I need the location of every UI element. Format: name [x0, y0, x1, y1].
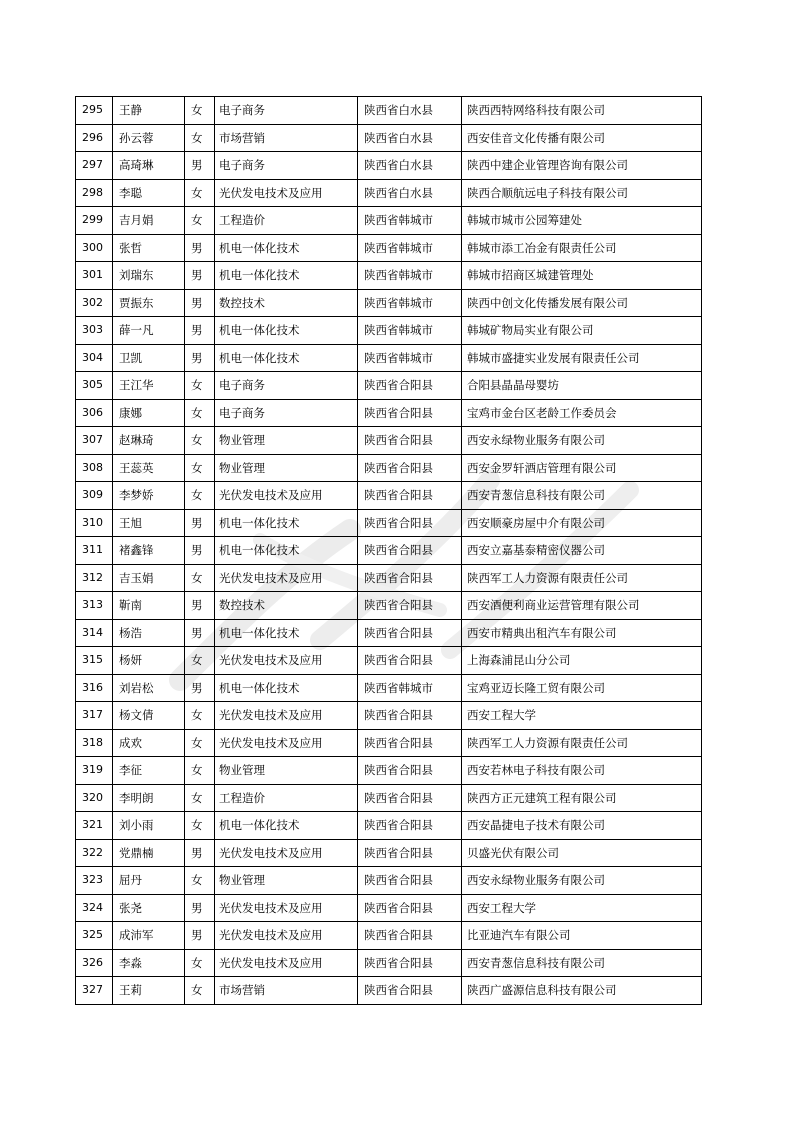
gender-cell: 女: [185, 482, 215, 510]
origin-cell: 陕西省韩城市: [358, 262, 462, 290]
row-number-cell: 303: [76, 317, 113, 345]
table-row: [76, 977, 702, 1005]
row-number-cell: 322: [76, 839, 113, 867]
employer-cell: 陕西广盛源信息科技有限公司: [462, 977, 702, 1005]
origin-cell: 陕西省合阳县: [358, 482, 462, 510]
name-cell: 王莉: [113, 977, 185, 1005]
row-number-cell: 296: [76, 124, 113, 152]
major-cell: 机电一体化技术: [215, 262, 358, 290]
major-cell: 电子商务: [215, 97, 358, 125]
row-number-cell: 323: [76, 867, 113, 895]
origin-cell: 陕西省合阳县: [358, 757, 462, 785]
name-cell: 吉玉娟: [113, 564, 185, 592]
gender-cell: 男: [185, 509, 215, 537]
origin-cell: 陕西省白水县: [358, 152, 462, 180]
employer-cell: 西安立嘉基泰精密仪器公司: [462, 537, 702, 565]
origin-cell: 陕西省合阳县: [358, 977, 462, 1005]
gender-cell: 男: [185, 317, 215, 345]
table-row: [76, 262, 702, 290]
gender-cell: 男: [185, 839, 215, 867]
gender-cell: 女: [185, 427, 215, 455]
table-row: [76, 344, 702, 372]
origin-cell: 陕西省合阳县: [358, 399, 462, 427]
name-cell: 靳南: [113, 592, 185, 620]
row-number-cell: 301: [76, 262, 113, 290]
row-number-cell: 299: [76, 207, 113, 235]
table-row: [76, 509, 702, 537]
row-number-cell: 306: [76, 399, 113, 427]
row-number-cell: 309: [76, 482, 113, 510]
row-number-cell: 315: [76, 647, 113, 675]
major-cell: 光伏发电技术及应用: [215, 894, 358, 922]
table-row: [76, 207, 702, 235]
gender-cell: 男: [185, 262, 215, 290]
major-cell: 市场营销: [215, 124, 358, 152]
origin-cell: 陕西省合阳县: [358, 537, 462, 565]
major-cell: 工程造价: [215, 207, 358, 235]
gender-cell: 女: [185, 207, 215, 235]
employer-cell: 陕西军工人力资源有限责任公司: [462, 729, 702, 757]
employer-cell: 西安酒便利商业运营管理有限公司: [462, 592, 702, 620]
name-cell: 刘小雨: [113, 812, 185, 840]
employer-cell: 西安永绿物业服务有限公司: [462, 427, 702, 455]
row-number-cell: 307: [76, 427, 113, 455]
name-cell: 王静: [113, 97, 185, 125]
gender-cell: 男: [185, 922, 215, 950]
origin-cell: 陕西省白水县: [358, 179, 462, 207]
name-cell: 屈丹: [113, 867, 185, 895]
origin-cell: 陕西省韩城市: [358, 234, 462, 262]
name-cell: 李聪: [113, 179, 185, 207]
employer-cell: 西安顺豪房屋中介有限公司: [462, 509, 702, 537]
employer-cell: 陕西军工人力资源有限责任公司: [462, 564, 702, 592]
major-cell: 机电一体化技术: [215, 344, 358, 372]
gender-cell: 女: [185, 949, 215, 977]
table-row: [76, 179, 702, 207]
employer-cell: 西安佳音文化传播有限公司: [462, 124, 702, 152]
origin-cell: 陕西省合阳县: [358, 454, 462, 482]
table-row: [76, 372, 702, 400]
major-cell: 光伏发电技术及应用: [215, 839, 358, 867]
table-row: [76, 867, 702, 895]
major-cell: 光伏发电技术及应用: [215, 922, 358, 950]
row-number-cell: 320: [76, 784, 113, 812]
origin-cell: 陕西省合阳县: [358, 702, 462, 730]
employer-cell: 韩城矿物局实业有限公司: [462, 317, 702, 345]
gender-cell: 女: [185, 124, 215, 152]
gender-cell: 男: [185, 894, 215, 922]
name-cell: 杨浩: [113, 619, 185, 647]
table-row: [76, 97, 702, 125]
major-cell: 物业管理: [215, 454, 358, 482]
employer-cell: 比亚迪汽车有限公司: [462, 922, 702, 950]
major-cell: 光伏发电技术及应用: [215, 482, 358, 510]
origin-cell: 陕西省合阳县: [358, 427, 462, 455]
origin-cell: 陕西省合阳县: [358, 592, 462, 620]
employer-cell: 陕西方正元建筑工程有限公司: [462, 784, 702, 812]
name-cell: 赵琳琦: [113, 427, 185, 455]
employer-cell: 合阳县晶晶母婴坊: [462, 372, 702, 400]
table-row: [76, 949, 702, 977]
gender-cell: 男: [185, 537, 215, 565]
table-row: [76, 674, 702, 702]
origin-cell: 陕西省合阳县: [358, 372, 462, 400]
table-row: [76, 839, 702, 867]
row-number-cell: 321: [76, 812, 113, 840]
table-body: [76, 97, 702, 1005]
major-cell: 物业管理: [215, 427, 358, 455]
name-cell: 刘岩松: [113, 674, 185, 702]
gender-cell: 女: [185, 784, 215, 812]
major-cell: 光伏发电技术及应用: [215, 564, 358, 592]
employer-cell: 陕西中建企业管理咨询有限公司: [462, 152, 702, 180]
row-number-cell: 308: [76, 454, 113, 482]
name-cell: 李淼: [113, 949, 185, 977]
employer-cell: 贝盛光伏有限公司: [462, 839, 702, 867]
major-cell: 光伏发电技术及应用: [215, 949, 358, 977]
table-row: [76, 234, 702, 262]
employer-cell: 韩城市城市公园筹建处: [462, 207, 702, 235]
gender-cell: 男: [185, 674, 215, 702]
origin-cell: 陕西省合阳县: [358, 509, 462, 537]
name-cell: 褚鑫锋: [113, 537, 185, 565]
gender-cell: 女: [185, 647, 215, 675]
table-row: [76, 427, 702, 455]
name-cell: 成欢: [113, 729, 185, 757]
employer-cell: 韩城市招商区城建管理处: [462, 262, 702, 290]
major-cell: 数控技术: [215, 592, 358, 620]
employer-cell: 西安晶捷电子技术有限公司: [462, 812, 702, 840]
name-cell: 党鼎楠: [113, 839, 185, 867]
origin-cell: 陕西省合阳县: [358, 647, 462, 675]
table-row: [76, 399, 702, 427]
name-cell: 刘瑞东: [113, 262, 185, 290]
table-row: [76, 124, 702, 152]
major-cell: 光伏发电技术及应用: [215, 647, 358, 675]
name-cell: 张哲: [113, 234, 185, 262]
origin-cell: 陕西省合阳县: [358, 564, 462, 592]
major-cell: 工程造价: [215, 784, 358, 812]
row-number-cell: 325: [76, 922, 113, 950]
table-row: [76, 482, 702, 510]
major-cell: 数控技术: [215, 289, 358, 317]
row-number-cell: 324: [76, 894, 113, 922]
name-cell: 王蕊英: [113, 454, 185, 482]
name-cell: 孙云蓉: [113, 124, 185, 152]
gender-cell: 女: [185, 977, 215, 1005]
employer-cell: 西安青葱信息科技有限公司: [462, 949, 702, 977]
gender-cell: 女: [185, 179, 215, 207]
gender-cell: 女: [185, 454, 215, 482]
gender-cell: 女: [185, 372, 215, 400]
table-row: [76, 152, 702, 180]
major-cell: 电子商务: [215, 372, 358, 400]
origin-cell: 陕西省合阳县: [358, 894, 462, 922]
origin-cell: 陕西省韩城市: [358, 344, 462, 372]
name-cell: 王旭: [113, 509, 185, 537]
origin-cell: 陕西省合阳县: [358, 812, 462, 840]
major-cell: 机电一体化技术: [215, 537, 358, 565]
major-cell: 机电一体化技术: [215, 619, 358, 647]
table-row: [76, 702, 702, 730]
name-cell: 卫凯: [113, 344, 185, 372]
name-cell: 李明朗: [113, 784, 185, 812]
row-number-cell: 295: [76, 97, 113, 125]
gender-cell: 男: [185, 344, 215, 372]
gender-cell: 男: [185, 289, 215, 317]
table-row: [76, 454, 702, 482]
row-number-cell: 314: [76, 619, 113, 647]
row-number-cell: 313: [76, 592, 113, 620]
row-number-cell: 305: [76, 372, 113, 400]
name-cell: 王江华: [113, 372, 185, 400]
major-cell: 物业管理: [215, 867, 358, 895]
table-row: [76, 922, 702, 950]
row-number-cell: 327: [76, 977, 113, 1005]
major-cell: 机电一体化技术: [215, 812, 358, 840]
table-row: [76, 812, 702, 840]
origin-cell: 陕西省韩城市: [358, 317, 462, 345]
gender-cell: 女: [185, 564, 215, 592]
row-number-cell: 316: [76, 674, 113, 702]
gender-cell: 男: [185, 152, 215, 180]
name-cell: 张尧: [113, 894, 185, 922]
gender-cell: 女: [185, 702, 215, 730]
major-cell: 物业管理: [215, 757, 358, 785]
employer-cell: 西安永绿物业服务有限公司: [462, 867, 702, 895]
graduate-employment-table: [75, 96, 702, 1005]
origin-cell: 陕西省韩城市: [358, 289, 462, 317]
gender-cell: 女: [185, 399, 215, 427]
row-number-cell: 311: [76, 537, 113, 565]
name-cell: 杨文倩: [113, 702, 185, 730]
gender-cell: 男: [185, 234, 215, 262]
row-number-cell: 297: [76, 152, 113, 180]
employer-cell: 韩城市盛捷实业发展有限责任公司: [462, 344, 702, 372]
table-row: [76, 757, 702, 785]
employer-cell: 西安市精典出租汽车有限公司: [462, 619, 702, 647]
origin-cell: 陕西省合阳县: [358, 922, 462, 950]
major-cell: 市场营销: [215, 977, 358, 1005]
name-cell: 高琦琳: [113, 152, 185, 180]
employer-cell: 陕西合顺航远电子科技有限公司: [462, 179, 702, 207]
table-row: [76, 647, 702, 675]
row-number-cell: 298: [76, 179, 113, 207]
name-cell: 杨妍: [113, 647, 185, 675]
name-cell: 吉月娟: [113, 207, 185, 235]
employer-cell: 韩城市添工冶金有限责任公司: [462, 234, 702, 262]
origin-cell: 陕西省合阳县: [358, 619, 462, 647]
major-cell: 光伏发电技术及应用: [215, 702, 358, 730]
gender-cell: 男: [185, 619, 215, 647]
major-cell: 机电一体化技术: [215, 234, 358, 262]
gender-cell: 女: [185, 757, 215, 785]
major-cell: 机电一体化技术: [215, 674, 358, 702]
gender-cell: 男: [185, 592, 215, 620]
name-cell: 康娜: [113, 399, 185, 427]
origin-cell: 陕西省白水县: [358, 97, 462, 125]
gender-cell: 女: [185, 97, 215, 125]
major-cell: 光伏发电技术及应用: [215, 729, 358, 757]
origin-cell: 陕西省韩城市: [358, 674, 462, 702]
major-cell: 机电一体化技术: [215, 317, 358, 345]
major-cell: 光伏发电技术及应用: [215, 179, 358, 207]
origin-cell: 陕西省合阳县: [358, 949, 462, 977]
origin-cell: 陕西省韩城市: [358, 207, 462, 235]
table-row: [76, 729, 702, 757]
major-cell: 电子商务: [215, 399, 358, 427]
row-number-cell: 310: [76, 509, 113, 537]
gender-cell: 女: [185, 729, 215, 757]
row-number-cell: 300: [76, 234, 113, 262]
table-row: [76, 537, 702, 565]
origin-cell: 陕西省合阳县: [358, 784, 462, 812]
table-row: [76, 564, 702, 592]
table-row: [76, 289, 702, 317]
table-row: [76, 592, 702, 620]
name-cell: 贾振东: [113, 289, 185, 317]
employer-cell: 西安若林电子科技有限公司: [462, 757, 702, 785]
origin-cell: 陕西省合阳县: [358, 867, 462, 895]
employer-cell: 宝鸡市金台区老龄工作委员会: [462, 399, 702, 427]
employer-cell: 陕西中创文化传播发展有限公司: [462, 289, 702, 317]
origin-cell: 陕西省合阳县: [358, 839, 462, 867]
name-cell: 薛一凡: [113, 317, 185, 345]
table-row: [76, 317, 702, 345]
table-row: [76, 784, 702, 812]
employer-cell: 西安金罗轩酒店管理有限公司: [462, 454, 702, 482]
table-row: [76, 894, 702, 922]
gender-cell: 女: [185, 867, 215, 895]
name-cell: 李梦娇: [113, 482, 185, 510]
employer-cell: 宝鸡亚迈长隆工贸有限公司: [462, 674, 702, 702]
major-cell: 机电一体化技术: [215, 509, 358, 537]
name-cell: 李征: [113, 757, 185, 785]
gender-cell: 女: [185, 812, 215, 840]
row-number-cell: 304: [76, 344, 113, 372]
row-number-cell: 317: [76, 702, 113, 730]
row-number-cell: 302: [76, 289, 113, 317]
table-row: [76, 619, 702, 647]
employer-cell: 上海森浦昆山分公司: [462, 647, 702, 675]
origin-cell: 陕西省白水县: [358, 124, 462, 152]
origin-cell: 陕西省合阳县: [358, 729, 462, 757]
employer-cell: 西安工程大学: [462, 702, 702, 730]
name-cell: 成沛军: [113, 922, 185, 950]
employer-cell: 西安青葱信息科技有限公司: [462, 482, 702, 510]
row-number-cell: 312: [76, 564, 113, 592]
employer-cell: 陕西西特网络科技有限公司: [462, 97, 702, 125]
row-number-cell: 326: [76, 949, 113, 977]
major-cell: 电子商务: [215, 152, 358, 180]
employer-cell: 西安工程大学: [462, 894, 702, 922]
row-number-cell: 319: [76, 757, 113, 785]
row-number-cell: 318: [76, 729, 113, 757]
